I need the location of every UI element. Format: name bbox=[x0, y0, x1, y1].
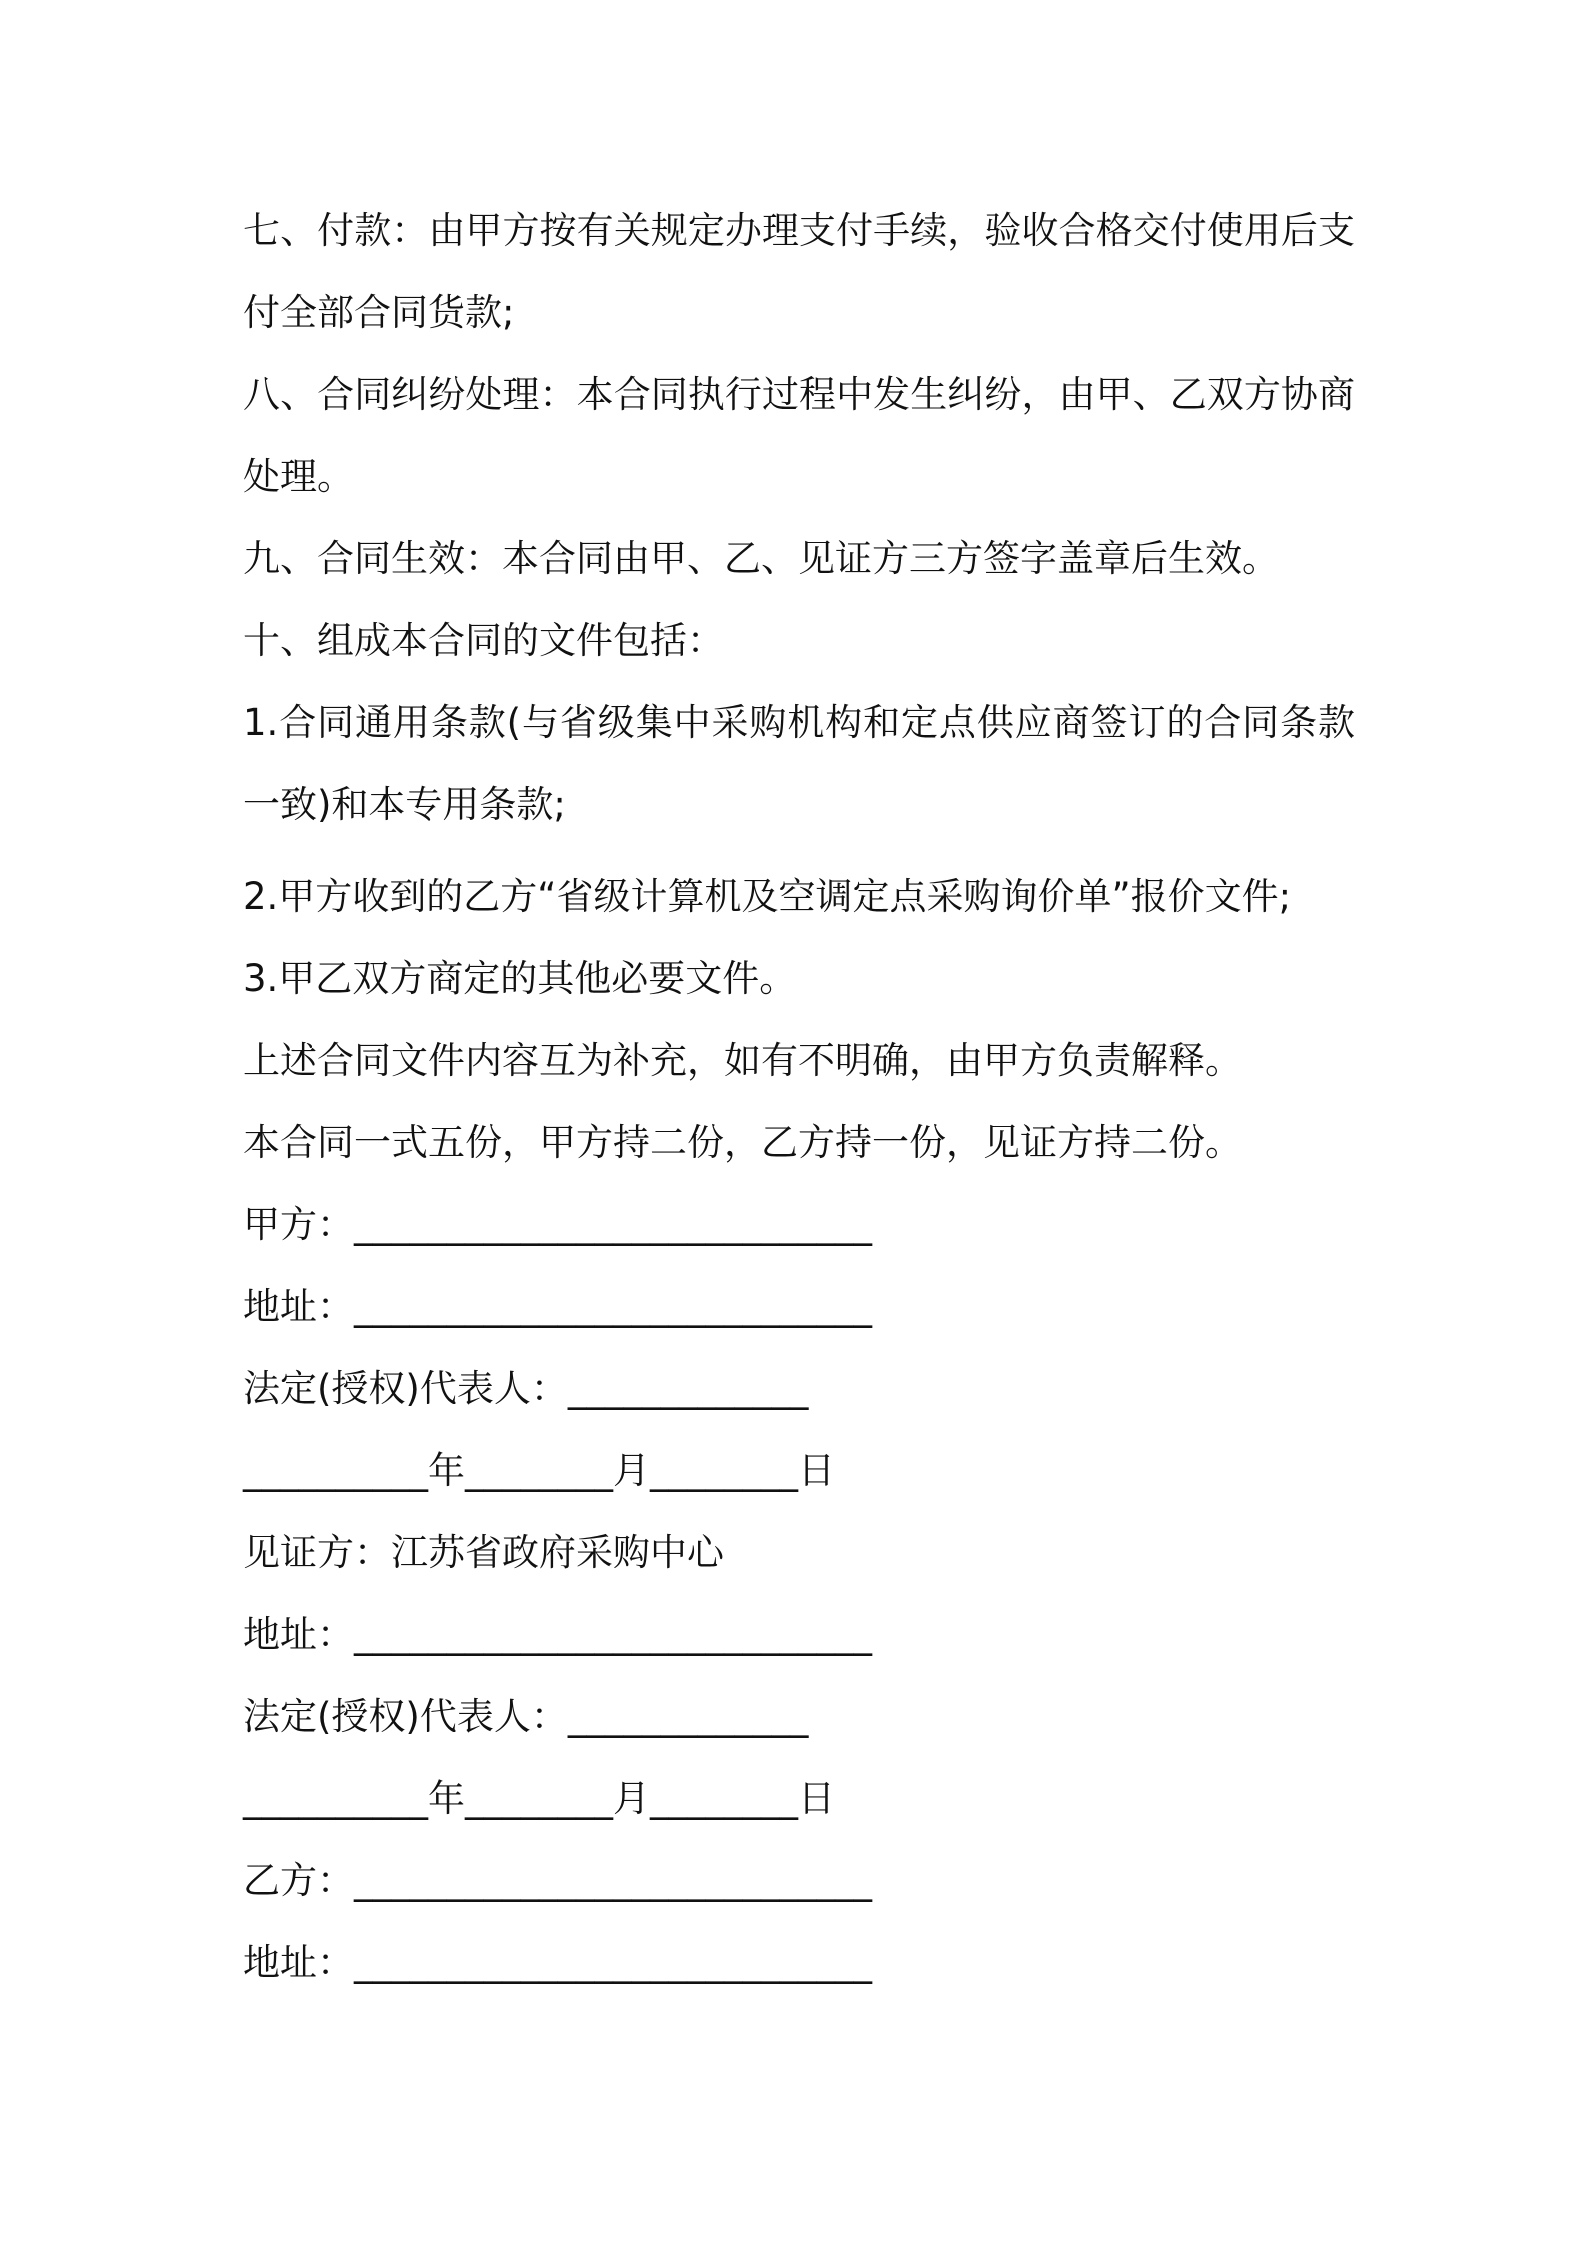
copies-clause: 本合同一式五份，甲方持二份，乙方持一份，见证方持二份。 bbox=[243, 1121, 1242, 1164]
party-a-date-field: __________年________月________日 bbox=[243, 1449, 835, 1492]
witness-date-field: __________年________月________日 bbox=[243, 1777, 835, 1820]
party-a-address-field: 地址：____________________________ bbox=[243, 1285, 872, 1328]
clause-10-documents-heading: 十、组成本合同的文件包括： bbox=[243, 619, 724, 662]
clause-8-dispute-line-1: 八、合同纠纷处理：本合同执行过程中发生纠纷，由甲、乙双方协商 bbox=[243, 373, 1355, 416]
party-a-name-field: 甲方：____________________________ bbox=[243, 1203, 872, 1246]
document-item-3: 3.甲乙双方商定的其他必要文件。 bbox=[243, 957, 797, 1000]
witness-name: 见证方：江苏省政府采购中心 bbox=[243, 1531, 724, 1574]
witness-representative-field: 法定(授权)代表人：_____________ bbox=[243, 1695, 809, 1738]
party-b-address-field: 地址：____________________________ bbox=[243, 1941, 872, 1984]
clause-7-payment-line-1: 七、付款：由甲方按有关规定办理支付手续，验收合格交付使用后支 bbox=[243, 209, 1355, 252]
document-item-1-line-1: 1.合同通用条款(与省级集中采购机构和定点供应商签订的合同条款 bbox=[243, 701, 1355, 744]
party-b-name-field: 乙方：____________________________ bbox=[243, 1859, 872, 1902]
clause-8-dispute-line-2: 处理。 bbox=[243, 455, 354, 498]
document-item-1-line-2: 一致)和本专用条款; bbox=[243, 783, 566, 826]
interpretation-clause: 上述合同文件内容互为补充，如有不明确，由甲方负责解释。 bbox=[243, 1039, 1242, 1082]
clause-7-payment-line-2: 付全部合同货款; bbox=[243, 291, 515, 334]
clause-9-effectiveness: 九、合同生效：本合同由甲、乙、见证方三方签字盖章后生效。 bbox=[243, 537, 1279, 580]
witness-address-field: 地址：____________________________ bbox=[243, 1613, 872, 1656]
document-item-2: 2.甲方收到的乙方“省级计算机及空调定点采购询价单”报价文件; bbox=[243, 875, 1292, 918]
party-a-representative-field: 法定(授权)代表人：_____________ bbox=[243, 1367, 809, 1410]
